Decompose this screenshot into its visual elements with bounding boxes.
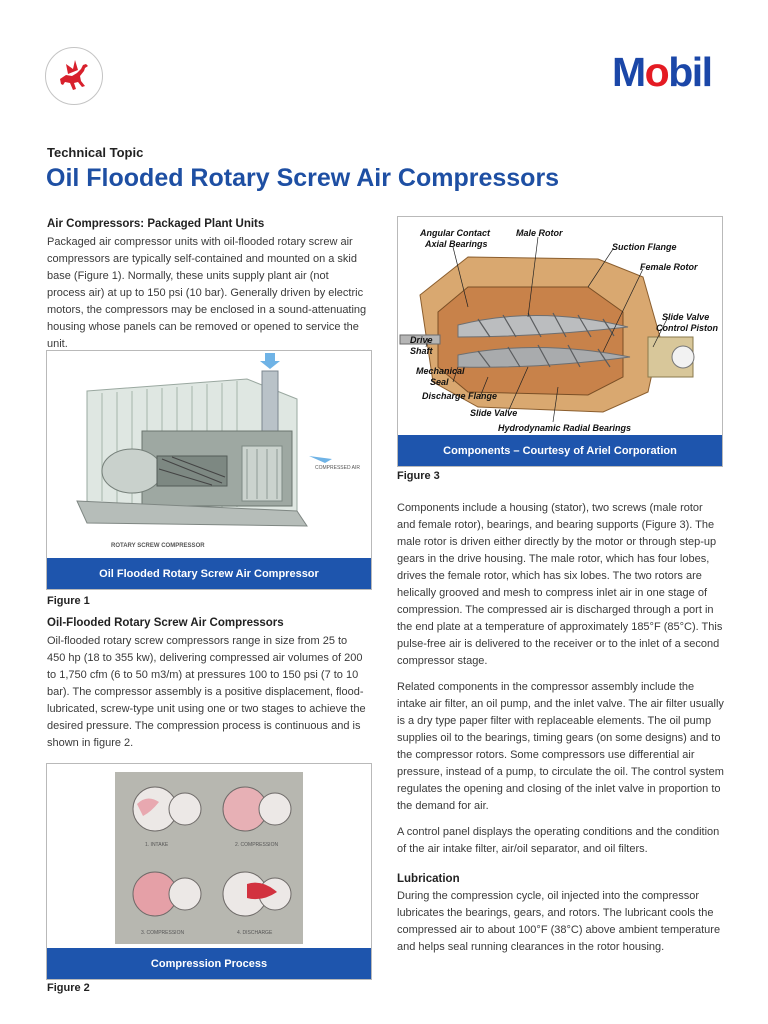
- svg-text:COMPRESSED AIR: COMPRESSED AIR: [315, 465, 361, 471]
- section-heading-packaged-units: Air Compressors: Packaged Plant Units: [47, 218, 265, 230]
- callout-angular-contact: Angular Contact: [420, 228, 491, 238]
- paragraph-control-panel: A control panel displays the operating conditions and the condition of the air intake filter, air/oil separator, and oil filters.: [397, 826, 720, 855]
- figure-1-box: [46, 350, 372, 590]
- callout-drive: Drive: [410, 335, 433, 345]
- figure-2-caption: Compression Process: [47, 948, 371, 979]
- compression-process-illustration: [47, 764, 371, 948]
- callout-slide-valve-control: Slide Valve: [662, 312, 710, 322]
- compressor-package-illustration: [47, 351, 371, 558]
- section-heading-oil-flooded: Oil-Flooded Rotary Screw Air Compressors: [47, 617, 284, 629]
- figure-1-drawing-label: ROTARY SCREW COMPRESSOR: [111, 543, 205, 549]
- right-column-text: [397, 500, 724, 956]
- discharge-panel: [223, 872, 291, 916]
- panel-label-3: 3. COMPRESSION: [141, 930, 185, 936]
- pegasus-logo: [45, 47, 103, 105]
- mobil-logo: Mobil: [612, 49, 712, 95]
- figure-1-label: Figure 1: [47, 595, 90, 607]
- callout-seal: Seal: [430, 377, 449, 387]
- figure-3-caption: Components – Courtesy of Ariel Corporation: [398, 435, 722, 466]
- callout-suction-flange: Suction Flange: [612, 242, 677, 252]
- callout-shaft: Shaft: [410, 346, 433, 356]
- figure-3-box: [397, 216, 723, 467]
- callout-male-rotor: Male Rotor: [516, 228, 563, 238]
- callout-control-piston: Control Piston: [656, 323, 718, 333]
- compressor-components-illustration: [398, 217, 722, 435]
- figure-1-caption: Oil Flooded Rotary Screw Air Compressor: [47, 558, 371, 589]
- paragraph-lubrication: During the compression cycle, oil injected into the compressor lubricates the bearings, gears, and rotors. The lubricant cools the compressed air to about 100°F (38°C) above ambient temperature and helps seal running clearances in the rotor housing.: [397, 890, 721, 953]
- pegasus-icon: [46, 48, 101, 103]
- callout-slide-valve: Slide Valve: [470, 408, 518, 418]
- panel-label-2: 2. COMPRESSION: [235, 842, 279, 848]
- paragraph-components: Components include a housing (stator), two screws (male rotor and female rotor), bearings, and bearing supports (Figure 3). The male rotor is driven either directly by the motor or through step-up gears in the drive housing. The male rotor, which has four lobes, drives the female rotor, which has six lobes. The two rotors are helically grooved and mesh to compress inlet air in one stage of compression. The compressed air is discharged through a port in the end plate at a temperature of approximately 185°F (85°C). This pulse-free air is delivered to the receiver or to the inlet of a second compressor stage.: [397, 502, 723, 667]
- panel-label-4: 4. DISCHARGE: [237, 930, 273, 936]
- heading-lubrication: Lubrication: [397, 873, 460, 885]
- callout-hydrodynamic: Hydrodynamic Radial Bearings: [498, 423, 632, 433]
- compression-panel-a: [223, 787, 291, 831]
- figure-3-label: Figure 3: [397, 470, 440, 482]
- callout-female-rotor: Female Rotor: [640, 262, 698, 272]
- page-title: Oil Flooded Rotary Screw Air Compressors: [46, 164, 560, 192]
- figure-2-label: Figure 2: [47, 982, 90, 994]
- section-body-oil-flooded: Oil-flooded rotary screw compressors range in size from 25 to 450 hp (18 to 355 kw), delivering compressed air volumes of 200 to 1,750 cfm (6 to 50 m3/m) at pressures 100 to 150 psi (7 to 10 bar). The compressor assembly is a positive displacement, flood- lubricated, screw-type unit using one or two stages to achieve the desired pressure. The compression process is continuous and is shown in figure 2.: [47, 635, 366, 749]
- callout-discharge-flange: Discharge Flange: [422, 391, 498, 401]
- callout-mechanical: Mechanical: [416, 366, 465, 376]
- section-body-packaged-units: Packaged air compressor units with oil-flooded rotary screw air compressors are typically self-contained and mounted on a skid base (Figure 1). Normally, these units supply plant air (not process air) at up to 150 psi (10 bar). Generally driven by electric motors, the compressors may be enclosed in a sound-attenuating housing whose panels can be removed or opened to service the unit.: [47, 236, 367, 350]
- callout-axial-bearings: Axial Bearings: [425, 239, 488, 249]
- compression-panel-b: [133, 872, 201, 916]
- intake-panel: [133, 787, 201, 831]
- topic-label: Technical Topic: [47, 145, 144, 160]
- panel-label-1: 1. INTAKE: [145, 842, 169, 848]
- figure-2-box: [46, 763, 372, 980]
- paragraph-related-components: Related components in the compressor assembly include the intake air filter, an oil pump, and the inlet valve. The air filter usually is a dry type paper filter with replaceable elements. The oil pump supplies oil to the bearings, timing gears (on some designs) and to the compressor rotors. Some compressors use differential air pressure, instead of a pump, to circulate the oil. The control system regulates the opening and closing of the inlet valve in proportion to the demand for air.: [397, 681, 724, 812]
